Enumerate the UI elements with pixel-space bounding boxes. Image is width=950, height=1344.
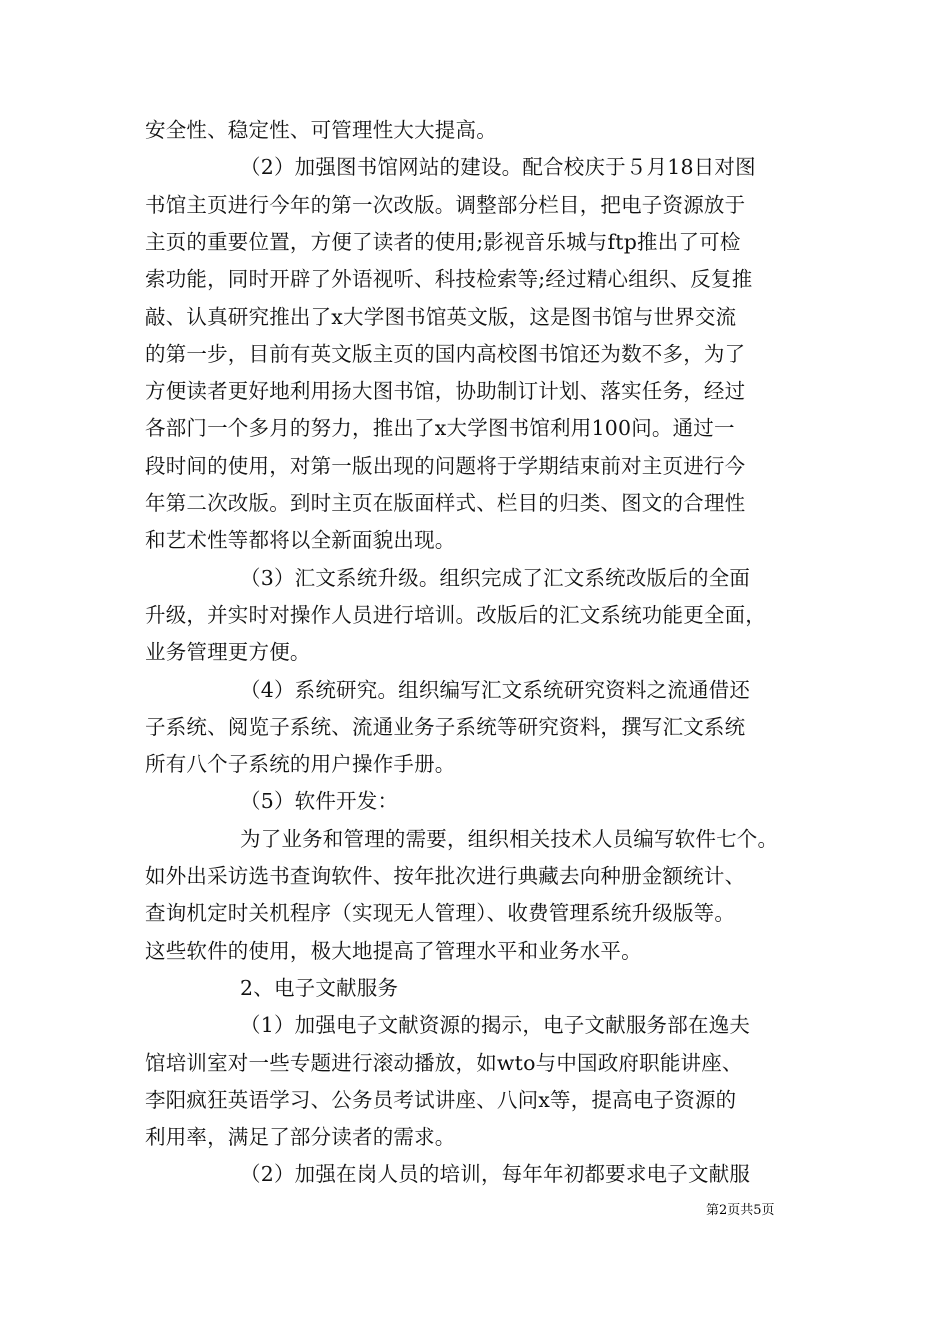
text-line: 业务管理更方便。: [145, 640, 311, 665]
text-line: 索功能，同时开辟了外语视听、科技检索等;经过精心组织、反复推: [145, 267, 753, 292]
text-line: 所有八个子系统的用户操作手册。: [145, 752, 456, 777]
text-line: 年第二次改版。到时主页在版面样式、栏目的归类、图文的合理性: [145, 491, 746, 515]
text-line: 为了业务和管理的需要，组织相关技术人员编写软件七个。: [240, 826, 779, 851]
page-number: 第2页共5页: [706, 1203, 775, 1218]
text-line: 和艺术性等都将以全新面貌出现。: [145, 528, 456, 553]
text-line: 如外出采访选书查询软件、按年批次进行典藏去向种册金额统计、: [145, 864, 746, 888]
text-line: （3）汇文系统升级。组织完成了汇文系统改版后的全面: [240, 565, 751, 590]
text-line: 这些软件的使用，极大地提高了管理水平和业务水平。: [145, 938, 642, 963]
text-line: 敲、认真研究推出了x大学图书馆英文版，这是图书馆与世界交流: [145, 304, 737, 329]
section-heading: 2、电子文献服务: [240, 975, 399, 1000]
text-line: 馆培训室对一些专题进行滚动播放，如wto与中国政府职能讲座、: [145, 1050, 743, 1075]
text-line: （2）加强图书馆网站的建设。配合校庆于５月18日对图: [240, 155, 756, 180]
text-line: 方便读者更好地利用扬大图书馆，协助制订计划、落实任务，经过: [145, 379, 746, 404]
text-line: （4）系统研究。组织编写汇文系统研究资料之流通借还: [240, 677, 751, 702]
text-line: 各部门一个多月的努力，推出了x大学图书馆利用100问。通过一: [145, 416, 735, 441]
text-line: 安全性、稳定性、可管理性大大提高。: [145, 118, 497, 142]
text-line: 升级，并实时对操作人员进行培训。改版后的汇文系统功能更全面，: [145, 602, 766, 627]
text-line: （2）加强在岗人员的培训，每年年初都要求电子文献服: [240, 1162, 751, 1187]
text-line: （5）软件开发：: [240, 789, 399, 814]
text-line: 李阳疯狂英语学习、公务员考试讲座、八问x等，提高电子资源的: [145, 1087, 737, 1112]
text-line: 书馆主页进行今年的第一次改版。调整部分栏目，把电子资源放于: [145, 192, 746, 217]
text-line: （1）加强电子文献资源的揭示，电子文献服务部在逸夫: [240, 1013, 751, 1038]
text-line: 子系统、阅览子系统、流通业务子系统等研究资料，撰写汇文系统: [145, 714, 746, 739]
text-line: 主页的重要位置，方便了读者的使用;影视音乐城与ftp推出了可检: [145, 229, 741, 254]
text-line: 利用率，满足了部分读者的需求。: [145, 1125, 456, 1150]
text-line: 段时间的使用，对第一版出现的问题将于学期结束前对主页进行今: [145, 453, 746, 478]
text-line: 的第一步，目前有英文版主页的国内高校图书馆还为数不多，为了: [145, 341, 746, 366]
text-line: 查询机定时关机程序（实现无人管理）、收费管理系统升级版等。: [145, 901, 736, 926]
